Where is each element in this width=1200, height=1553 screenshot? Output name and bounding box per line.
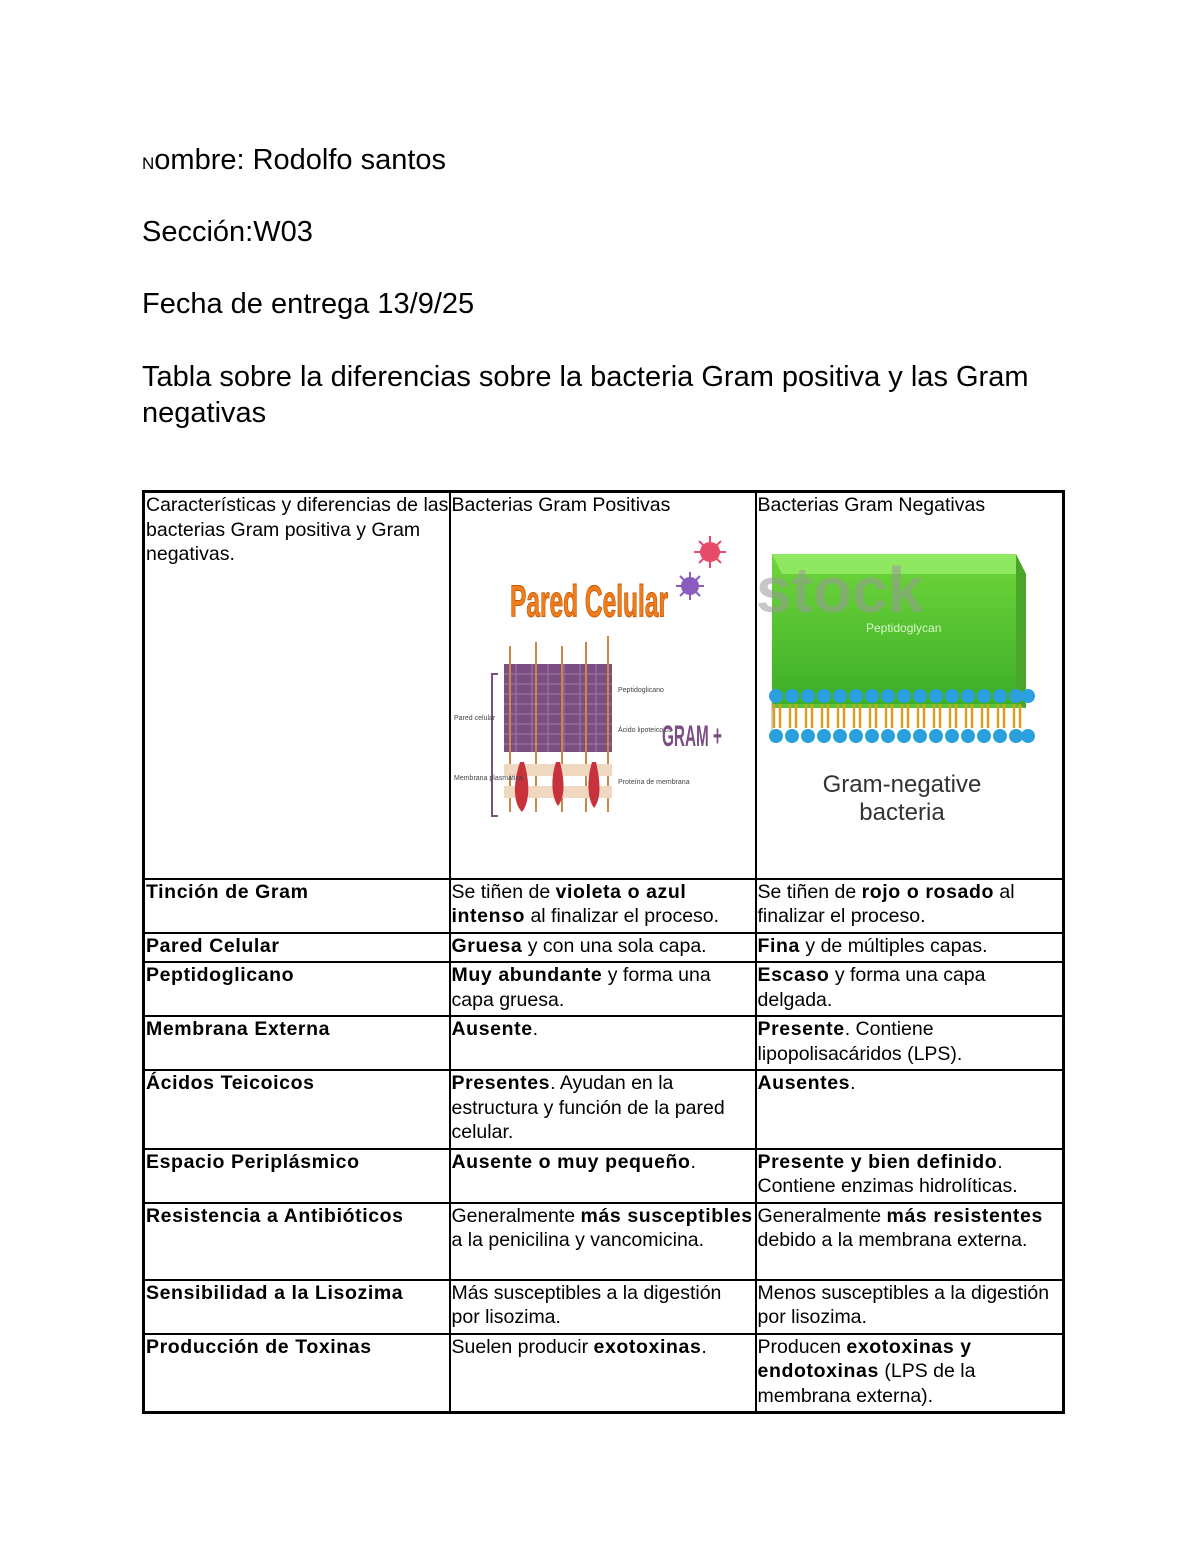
bold-text: Muy abundante (451, 964, 603, 986)
table-row (144, 1203, 1064, 1280)
bold-text: más susceptibles (580, 1204, 753, 1227)
gram-negative-cell (756, 1070, 1064, 1149)
bold-text: Fina (757, 934, 800, 957)
bold-text: Ausentes (757, 1072, 851, 1094)
gram-positive-cell (450, 962, 756, 1016)
corner-cell (144, 492, 450, 879)
gram-negative-cell (756, 962, 1064, 1016)
feature-membrana-externa: Membrana Externa (144, 1016, 450, 1070)
feature-sensibilidad-a-la-lisozima: Sensibilidad a la Lisozima (144, 1280, 450, 1334)
gram-positive-cell (450, 933, 756, 963)
text: . (532, 1018, 539, 1040)
gram-negative-cell (756, 879, 1064, 933)
bold-text: Gruesa (451, 934, 523, 957)
table-row (144, 962, 1064, 1016)
cell-wall-diagram (454, 636, 690, 816)
text: . Contiene lipopolisacáridos (LPS). (757, 1018, 963, 1065)
text: y forma una capa delgada. (757, 964, 986, 1011)
label-acido-lipoteicoico: Ácido lipoteicoico (617, 726, 672, 734)
text: Generalmente (451, 1204, 581, 1227)
table-row (144, 879, 1064, 933)
label-membrana: Membrana plasmática (453, 774, 523, 782)
bold-text: exotoxinas (593, 1335, 702, 1358)
bold-text: violeta o azul intenso (451, 880, 687, 927)
feature-tincion-de-gram: Tinción de Gram (144, 879, 450, 933)
text: y con una sola capa. (522, 934, 707, 957)
feature-pared-celular: Pared Celular (144, 933, 450, 963)
table-header-row (144, 492, 1064, 879)
gram-negative-image (755, 518, 1063, 844)
gram-negative-cell (756, 1016, 1064, 1070)
corner-text: Características y diferencias de las bacterias Gram positiva y Gram negativas. (146, 494, 449, 565)
feature-resistencia-a-antibioticos: Resistencia a Antibióticos (144, 1203, 450, 1280)
gram-positive-header-cell (450, 492, 756, 879)
bold-text: Presente y bien definido (757, 1150, 998, 1173)
table-row (144, 1070, 1064, 1149)
name-line (142, 142, 446, 182)
virus-icon (676, 536, 726, 600)
gram-plus-tag: GRAM + (661, 719, 722, 753)
gram-negative-header: Bacterias Gram Negativas (757, 494, 986, 516)
text: Generalmente (757, 1204, 887, 1227)
gram-positive-cell (450, 1016, 756, 1070)
gram-positive-cell (450, 1334, 756, 1413)
name-text: ombre: Rodolfo santos (154, 144, 447, 176)
text: al finalizar el proceso. (757, 880, 1015, 927)
gram-positive-cell (450, 879, 756, 933)
label-proteina: Proteína de membrana (617, 778, 690, 786)
feature-produccion-de-toxinas: Producción de Toxinas (144, 1334, 450, 1413)
text: . (690, 1150, 696, 1173)
text: debido a la membrana externa. (757, 1229, 1028, 1251)
bold-text: Presentes (451, 1072, 551, 1094)
gram-positive-cell (450, 1070, 756, 1149)
bold-text: Escaso (757, 964, 830, 986)
gram-positive-cell (450, 1149, 756, 1203)
gram-positive-cell (450, 1203, 756, 1280)
table-row (144, 933, 1064, 963)
gram-negative-cell (756, 1280, 1064, 1334)
bold-text: rojo o rosado (861, 880, 994, 903)
text: . (850, 1072, 856, 1094)
text: Se tiñen de (451, 880, 556, 903)
gram-positive-image (452, 518, 755, 844)
text: . (701, 1335, 707, 1358)
text: al finalizar el proceso. (525, 905, 720, 927)
text: Producen (757, 1335, 847, 1358)
gram-negative-caption-1: Gram-negative (822, 770, 981, 798)
gram-negative-header-cell (756, 492, 1064, 879)
label-pared-celular: Pared celular (453, 714, 495, 722)
text: a la penicilina y vancomicina. (451, 1229, 705, 1251)
peptidoglycan-label: Peptidoglycan (865, 620, 941, 635)
gram-negative-cell (756, 1149, 1064, 1203)
table-row (144, 1280, 1064, 1334)
comparison-table (142, 490, 1065, 1414)
feature-espacio-periplasmico: Espacio Periplásmico (144, 1149, 450, 1203)
stock-watermark: stock (755, 553, 923, 626)
feature-acidos-teicoicos: Ácidos Teicoicos (144, 1070, 450, 1149)
text: Se tiñen de (757, 880, 862, 903)
text: Más susceptibles a la digestión por lisozima. (451, 1281, 722, 1328)
bold-text: más resistentes (886, 1204, 1043, 1227)
table-row (144, 1334, 1064, 1413)
text: y forma una capa gruesa. (451, 964, 711, 1011)
feature-peptidoglicano: Peptidoglicano (144, 962, 450, 1016)
section-line: Sección:W03 (142, 216, 313, 248)
due-date-line: Fecha de entrega 13/9/25 (142, 288, 475, 320)
lipid-bilayer (769, 689, 1035, 743)
name-initial: N (142, 154, 155, 173)
bold-text: Ausente (451, 1018, 533, 1040)
text: Menos susceptibles a la digestión por lisozima. (757, 1281, 1050, 1328)
gram-negative-caption-2: bacteria (858, 798, 945, 826)
table-row (144, 1149, 1064, 1203)
document-title: Tabla sobre la diferencias sobre la bacteria Gram positiva y las Gram negativas (142, 361, 1029, 429)
text: Suelen producir (451, 1335, 594, 1358)
text: y de múltiples capas. (800, 934, 988, 957)
text: . Contiene enzimas hidrolíticas. (757, 1150, 1018, 1197)
pared-celular-title: Pared Celular (509, 576, 668, 627)
bold-text: Presente (757, 1018, 845, 1040)
gram-negative-cell (756, 933, 1064, 963)
gram-positive-cell (450, 1280, 756, 1334)
bold-text: Ausente o muy pequeño (451, 1150, 691, 1173)
bold-text: exotoxinas y endotoxinas (757, 1335, 972, 1382)
text: (LPS de la membrana externa). (757, 1360, 976, 1407)
gram-positive-header: Bacterias Gram Positivas (451, 494, 671, 516)
gram-negative-cell (756, 1334, 1064, 1413)
label-peptidoglicano: Peptidoglicano (617, 686, 664, 694)
gram-negative-cell (756, 1203, 1064, 1280)
text: . Ayudan en la estructura y función de la pared celular. (451, 1072, 725, 1143)
table-row (144, 1016, 1064, 1070)
